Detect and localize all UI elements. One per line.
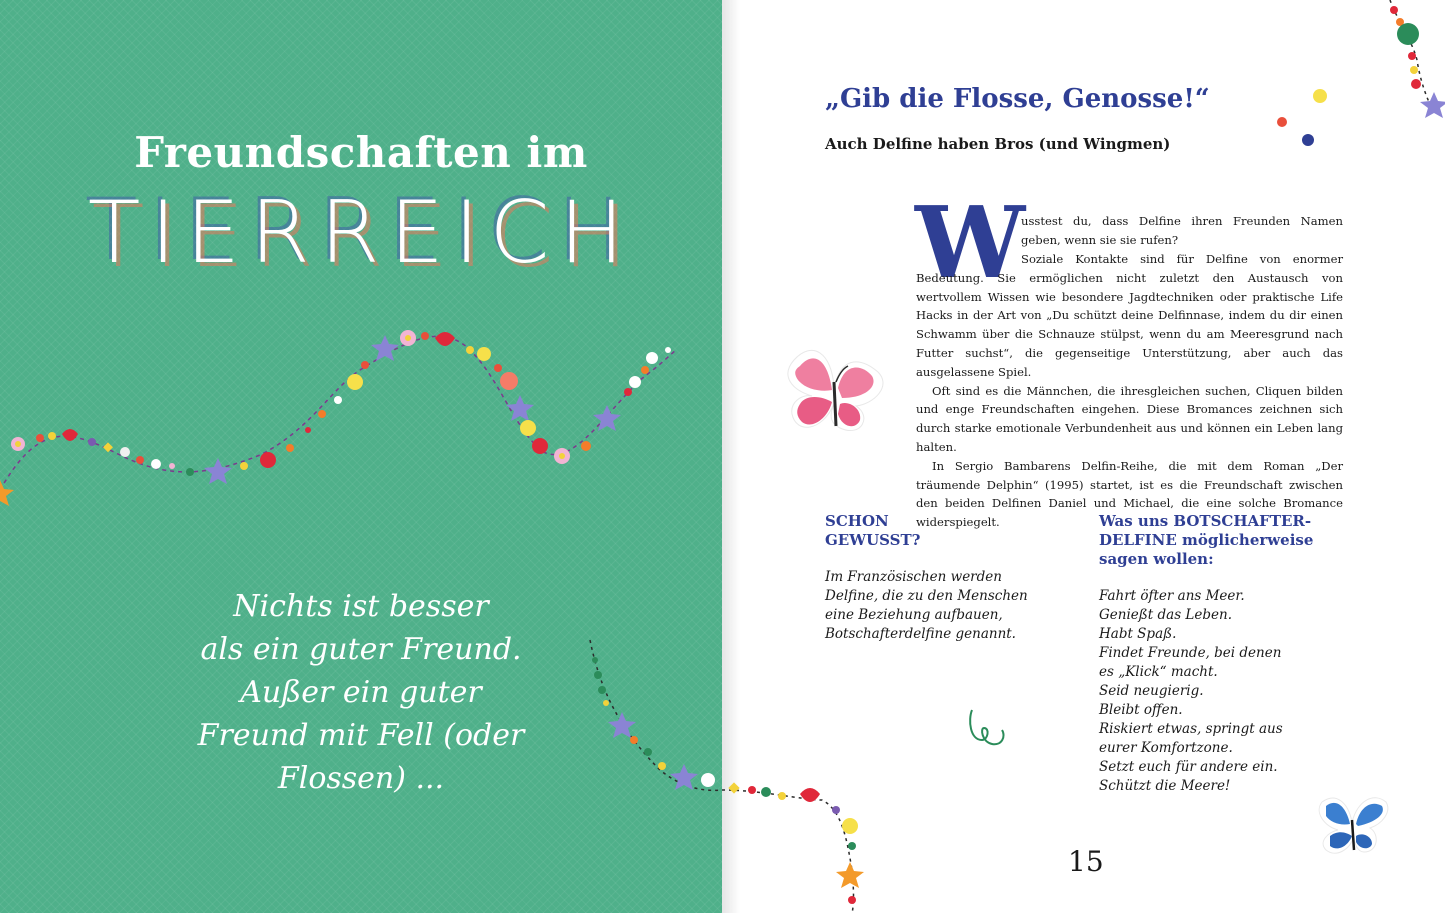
quote-line: Außer ein guter — [240, 675, 482, 710]
beads-upper — [0, 330, 671, 506]
paragraph: Oft sind es die Männchen, die ihresgleichen suchen, Cliquen bilden und enge Freundschaften eingehen. Diese Bromances zeichnen sich durch starke emotionale Verbundenheit aus und können ein Leben lang halten. — [916, 383, 1343, 454]
fact-box-title — [825, 512, 920, 550]
page-title-large: TIERREICH — [87, 183, 635, 283]
message-box-title-line: DELFINE möglicherweise — [1099, 531, 1314, 549]
fact-box-title-line: GEWUSST? — [825, 531, 921, 549]
quote-line: Freund mit Fell (oder — [197, 718, 525, 753]
article-heading: „Gib die Flosse, Genosse!“ — [825, 84, 1210, 114]
body-text — [916, 250, 1343, 532]
fact-line: Im Französischen werden — [825, 569, 1002, 585]
quote-line: als ein guter Freund. — [200, 632, 522, 667]
drop-cap: W — [915, 186, 1026, 301]
fact-line: Botschafterdelfine genannt. — [825, 626, 1016, 642]
paragraph: In Sergio Bambarens Delfin-Reihe, die mit dem Roman „Der träumende Delphin“ (1995) startet, ist es die Freundschaft zwischen den beiden Delfinen Daniel und Michael, die eine solche Bromance widerspiegelt. — [916, 458, 1343, 530]
fact-box-text — [825, 568, 1028, 644]
paragraph: Soziale Kontakte sind für Delfine von enormer Bedeutung. Sie ermöglichen nicht zuletzt den Austausch von wertvollem Wissen wie besondere Jagdtechniken oder praktische Life Hacks in der Art von „Du schützt deine Delfinnase, indem du dir einen Schwamm über die Schnauze stülpst, wenn du am Meeresgrund nach Futter suchst“, die gegenseitige Unterstützung, aber auch das ausgelassene Spiel. — [916, 252, 1343, 379]
message-line: Riskiert etwas, springt aus — [1099, 721, 1283, 737]
pink-butterfly-sticker — [782, 342, 892, 442]
message-line: Habt Spaß. — [1099, 626, 1177, 642]
message-box-title-line: Was uns BOTSCHAFTER- — [1099, 512, 1312, 530]
fact-box-title-line: SCHON — [825, 512, 889, 530]
message-line: Seid neugierig. — [1099, 683, 1204, 699]
message-line: Genießt das Leben. — [1099, 607, 1232, 623]
fact-line: Delfine, die zu den Menschen — [825, 588, 1028, 604]
message-line: Bleibt offen. — [1099, 702, 1183, 718]
message-box-title-line: sagen wollen: — [1099, 550, 1214, 568]
message-line: eurer Komfortzone. — [1099, 740, 1233, 756]
body-intro: usstest du, dass Delfine ihren Freunden Namen geben, wenn sie sie rufen? — [1021, 214, 1343, 247]
quote-line: Flossen) ... — [277, 761, 445, 796]
friendship-quote — [0, 585, 722, 800]
message-box-text — [1099, 587, 1283, 796]
blue-butterfly-sticker — [1316, 792, 1390, 862]
article-subheading: Auch Delfine haben Bros (und Wingmen) — [825, 135, 1171, 153]
message-line: Setzt euch für andere ein. — [1099, 759, 1278, 775]
message-line: es „Klick“ macht. — [1099, 664, 1218, 680]
fact-line: eine Beziehung aufbauen, — [825, 607, 1003, 623]
message-box-title — [1099, 512, 1313, 569]
page-title: Freundschaften im — [134, 128, 588, 177]
quote-line: Nichts ist besser — [233, 589, 489, 624]
message-line: Findet Freunde, bei denen — [1099, 645, 1282, 661]
message-line: Fahrt öfter ans Meer. — [1099, 588, 1245, 604]
page-number: 15 — [1068, 845, 1104, 878]
message-line: Schützt die Meere! — [1099, 778, 1231, 794]
left-page — [0, 0, 722, 913]
